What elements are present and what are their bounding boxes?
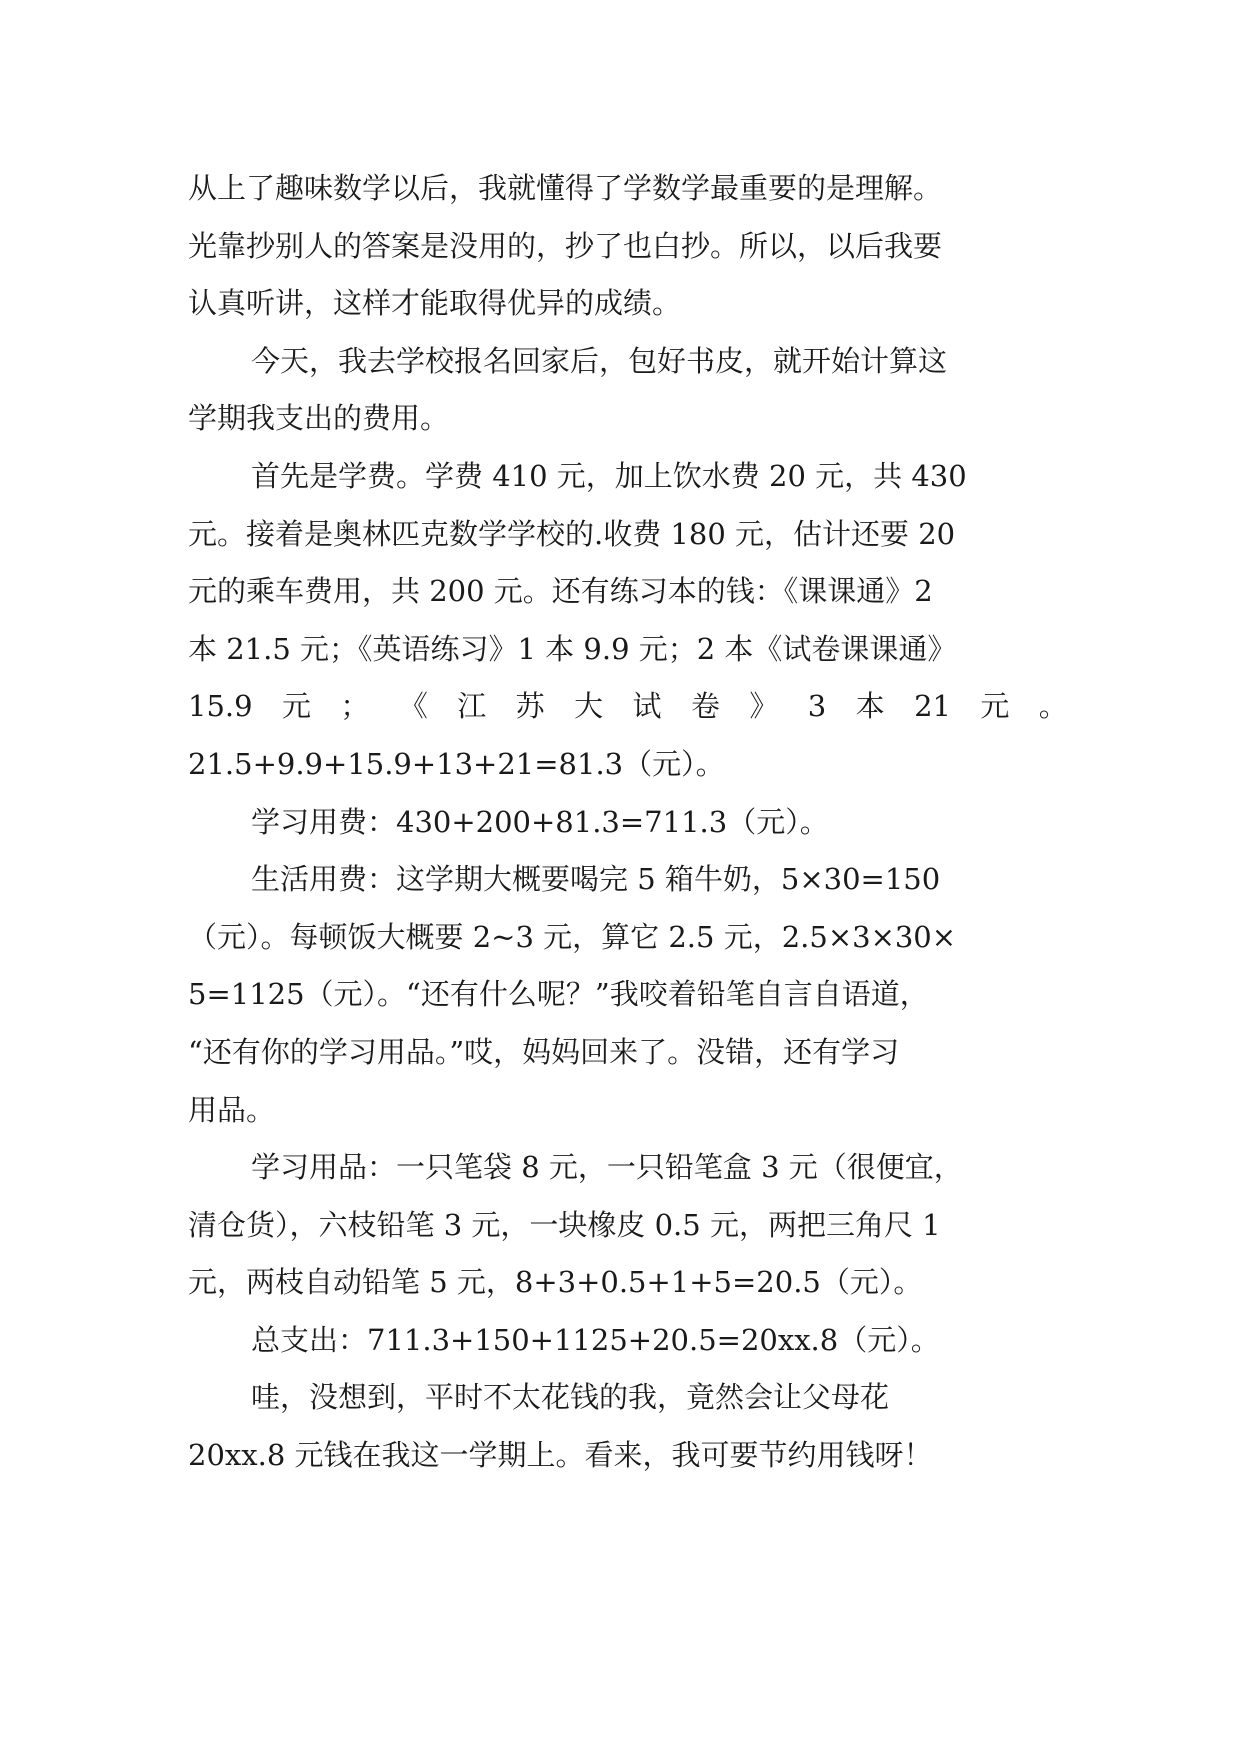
text-line: 20xx.8 元钱在我这一学期上。看来，我可要节约用钱呀！: [188, 1438, 933, 1473]
justified-token: 21: [914, 689, 951, 724]
text-line: 学期我支出的费用。: [188, 401, 450, 436]
text-line: （元）。每顿饭大概要 2~3 元，算它 2.5 元，2.5×3×30×: [188, 919, 957, 954]
text-line: 用品。: [188, 1092, 276, 1127]
justified-token: 试: [632, 689, 662, 724]
text-line: 元。接着是奥林匹克数学学校的.收费 180 元，估计还要 20: [188, 516, 956, 551]
justified-token: 本: [855, 689, 885, 724]
text-line: 光靠抄别人的答案是没用的，抄了也白抄。所以，以后我要: [188, 228, 943, 263]
justified-token: 元: [281, 689, 311, 724]
justified-token: 》: [749, 689, 779, 724]
paragraph-start-line: 学习用品：一只笔袋 8 元，一只铅笔盒 3 元（很便宜，: [251, 1150, 963, 1185]
paragraph-start-line: 首先是学费。学费 410 元，加上饮水费 20 元，共 430: [251, 458, 967, 493]
justified-token: ；: [340, 689, 370, 724]
paragraph-start-line: 今天，我去学校报名回家后，包好书皮，就开始计算这: [251, 343, 948, 378]
justified-token: 。: [1038, 689, 1068, 724]
text-line: 从上了趣味数学以后，我就懂得了学数学最重要的是理解。: [188, 171, 943, 205]
justified-token: 苏: [515, 689, 545, 724]
paragraph-start-line: 哇，没想到，平时不太花钱的我，竟然会让父母花: [251, 1380, 890, 1415]
text-line: 元的乘车费用，共 200 元。还有练习本的钱：《课课通》2: [188, 574, 933, 609]
justified-token: 卷: [690, 689, 720, 724]
text-line: 元，两枝自动铅笔 5 元，8+3+0.5+1+5=20.5（元）。: [188, 1265, 923, 1300]
justified-token: 元: [980, 689, 1010, 724]
justified-text-line: [188, 678, 1068, 736]
text-line: 5=1125（元）。“还有什么呢？”我咬着铅笔自言自语道，: [188, 977, 929, 1012]
document-body: [188, 160, 1068, 1485]
paragraph-start-line: 总支出：711.3+150+1125+20.5=20xx.8（元）。: [251, 1322, 940, 1357]
text-line: 认真听讲，这样才能取得优异的成绩。: [188, 286, 682, 321]
text-line: 本 21.5 元；《英语练习》1 本 9.9 元；2 本《试卷课课通》: [188, 631, 957, 666]
paragraph-start-line: 生活用费：这学期大概要喝完 5 箱牛奶，5×30=150: [251, 862, 941, 897]
text-line: “还有你的学习用品。”哎，妈妈回来了。没错，还有学习: [188, 1034, 900, 1069]
paragraph-start-line: 学习用费：430+200+81.3=711.3（元）。: [251, 804, 829, 839]
justified-token: 3: [807, 689, 827, 724]
justified-token: 《: [398, 689, 428, 724]
text-line: 21.5+9.9+15.9+13+21=81.3（元）。: [188, 746, 725, 781]
justified-token: 15.9: [188, 689, 253, 724]
text-line: 清仓货），六枝铅笔 3 元，一块橡皮 0.5 元，两把三角尺 1: [188, 1207, 941, 1242]
justified-token: 江: [457, 689, 487, 724]
justified-token: 大: [574, 689, 604, 724]
